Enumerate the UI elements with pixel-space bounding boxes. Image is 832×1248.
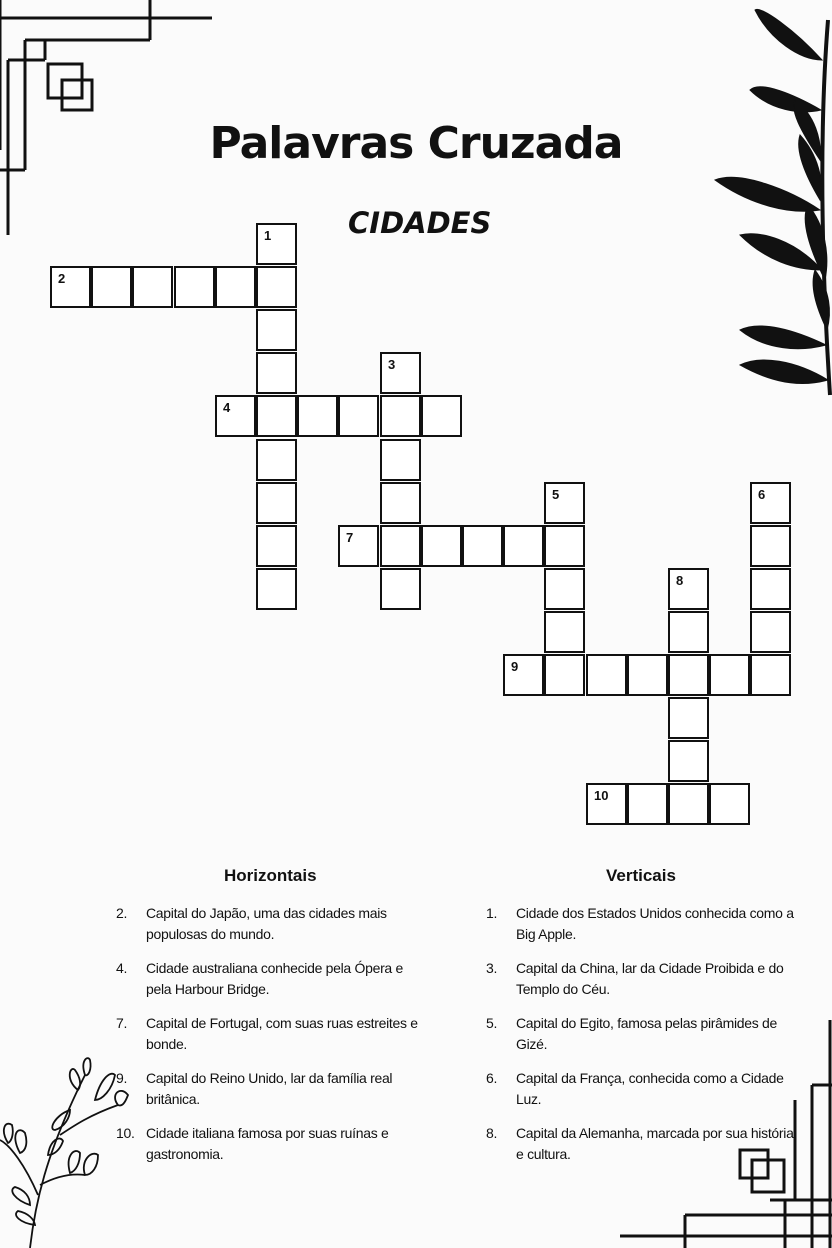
clue-number: 2. (116, 905, 128, 921)
clue-text: Capital da China, lar da Cidade Proibida e do Templo do Céu. (516, 960, 784, 997)
crossword-cell[interactable] (256, 223, 297, 265)
crossword-cell[interactable] (750, 654, 791, 696)
cell-number: 9 (511, 659, 519, 674)
clue-text: Capital da Alemanha, marcada por sua história e cultura. (516, 1125, 794, 1162)
clue-number: 6. (486, 1070, 498, 1086)
clue-text: Capital do Japão, uma das cidades mais populosas do mundo. (146, 905, 387, 942)
crossword-cell[interactable] (627, 654, 668, 696)
cell-number: 8 (676, 573, 684, 588)
down-clue (486, 1068, 796, 1123)
crossword-cell[interactable] (544, 525, 585, 567)
crossword-cell[interactable] (544, 568, 585, 610)
across-clue-list (116, 903, 426, 1178)
clue-number: 4. (116, 960, 128, 976)
crossword-cell[interactable] (750, 568, 791, 610)
clue-text: Capital do Egito, famosa pelas pirâmides de Gizé. (516, 1015, 778, 1052)
crossword-cell[interactable] (668, 654, 709, 696)
crossword-cell[interactable] (421, 395, 462, 437)
leaf-branch-top-right (700, 0, 832, 400)
clue-number: 3. (486, 960, 498, 976)
clue-number: 5. (486, 1015, 498, 1031)
crossword-cell[interactable] (380, 525, 421, 567)
crossword-cell[interactable] (503, 525, 544, 567)
crossword-cell[interactable] (380, 352, 421, 394)
crossword-cell[interactable] (256, 439, 297, 481)
crossword-cell[interactable] (586, 654, 627, 696)
crossword-cell[interactable] (668, 611, 709, 653)
crossword-cell[interactable] (380, 482, 421, 524)
clue-text: Cidade dos Estados Unidos conhecida como a Big Apple. (516, 905, 794, 942)
across-clue (116, 958, 426, 1013)
clue-number: 8. (486, 1125, 498, 1141)
crossword-cell[interactable] (256, 568, 297, 610)
crossword-cell[interactable] (338, 395, 379, 437)
clue-text: Capital de Fortugal, com suas ruas estreites e bonde. (146, 1015, 418, 1052)
cell-number: 2 (58, 271, 66, 286)
cell-number: 7 (346, 530, 354, 545)
down-clue (486, 903, 796, 958)
cell-number: 6 (758, 487, 766, 502)
clue-text: Cidade italiana famosa por suas ruínas e gastronomia. (146, 1125, 389, 1162)
down-heading: Verticais (606, 866, 676, 885)
down-clue (486, 1013, 796, 1068)
crossword-cell[interactable] (668, 568, 709, 610)
down-clue-list (486, 903, 796, 1178)
crossword-cell[interactable] (215, 266, 256, 308)
crossword-cell[interactable] (132, 266, 173, 308)
crossword-cell[interactable] (215, 395, 256, 437)
across-heading: Horizontais (224, 866, 317, 885)
crossword-cell[interactable] (380, 439, 421, 481)
cell-number: 1 (264, 228, 272, 243)
crossword-cell[interactable] (297, 395, 338, 437)
crossword-cell[interactable] (544, 482, 585, 524)
clue-number: 10. (116, 1125, 135, 1141)
clue-number: 7. (116, 1015, 128, 1031)
crossword-cell[interactable] (544, 654, 585, 696)
crossword-cell[interactable] (256, 482, 297, 524)
cell-number: 5 (552, 487, 560, 502)
across-clue (116, 1123, 426, 1178)
cell-number: 10 (594, 788, 609, 803)
crossword-cell[interactable] (380, 395, 421, 437)
crossword-cell[interactable] (174, 266, 215, 308)
crossword-cell[interactable] (668, 697, 709, 739)
cell-number: 3 (388, 357, 396, 372)
crossword-cell[interactable] (750, 525, 791, 567)
clue-number: 9. (116, 1070, 128, 1086)
across-clue (116, 1068, 426, 1123)
across-clue (116, 903, 426, 958)
crossword-cell[interactable] (338, 525, 379, 567)
crossword-cell[interactable] (709, 783, 750, 825)
page-title: Palavras Cruzada (209, 118, 623, 169)
clue-number: 1. (486, 905, 498, 921)
crossword-cell[interactable] (627, 783, 668, 825)
cell-number: 4 (223, 400, 231, 415)
crossword-cell[interactable] (668, 783, 709, 825)
leaf-branch-bottom-left (0, 1055, 130, 1248)
crossword-cell[interactable] (256, 266, 297, 308)
crossword-cell[interactable] (380, 568, 421, 610)
crossword-cell[interactable] (586, 783, 627, 825)
crossword-cell[interactable] (544, 611, 585, 653)
crossword-cell[interactable] (668, 740, 709, 782)
crossword-cell[interactable] (256, 395, 297, 437)
crossword-cell[interactable] (91, 266, 132, 308)
clue-text: Capital do Reino Unido, lar da família real britânica. (146, 1070, 393, 1107)
crossword-cell[interactable] (750, 482, 791, 524)
page-subtitle: CIDADES (348, 206, 492, 240)
down-clue (486, 1123, 796, 1178)
crossword-cell[interactable] (750, 611, 791, 653)
crossword-cell[interactable] (421, 525, 462, 567)
crossword-cell[interactable] (256, 525, 297, 567)
crossword-cell[interactable] (462, 525, 503, 567)
crossword-cell[interactable] (709, 654, 750, 696)
crossword-cell[interactable] (256, 309, 297, 351)
crossword-cell[interactable] (503, 654, 544, 696)
crossword-cell[interactable] (256, 352, 297, 394)
clue-text: Capital da França, conhecida como a Cidade Luz. (516, 1070, 784, 1107)
down-clue (486, 958, 796, 1013)
crossword-cell[interactable] (50, 266, 91, 308)
across-clue (116, 1013, 426, 1068)
clue-text: Cidade australiana conhecide pela Ópera e pela Harbour Bridge. (146, 960, 403, 997)
